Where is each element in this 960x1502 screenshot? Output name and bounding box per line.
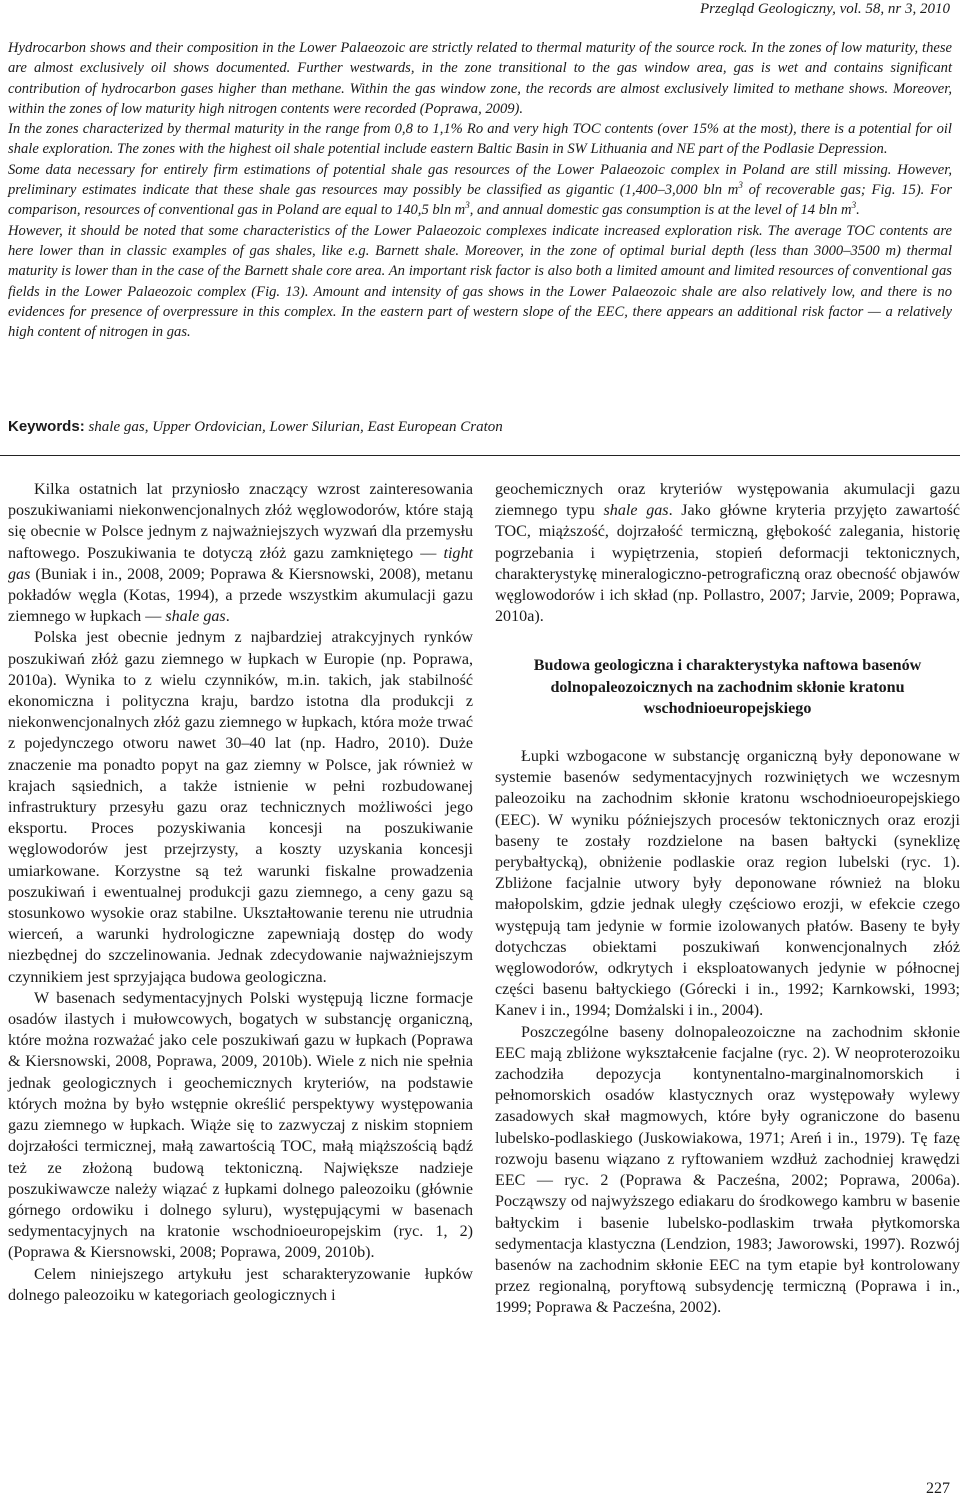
italic-term: shale gas	[603, 502, 669, 520]
abstract-text: .	[856, 202, 860, 219]
body-text: .	[225, 608, 230, 626]
italic-term: tight gas	[8, 544, 473, 583]
body-paragraph: W basenach sedymentacyjnych Polski występują liczne formacje osadów ilastych i mułowcowych, bogatych w substancję organiczną, które można rozważać jako cele poszukiwań gazu w łupkach (Poprawa & Kiersnowski, 2008, Poprawa, 2009, 2010b). Wiele z nich nie spełnia jednak geologicznych i geochemicznych kryteriów, na podstawie których można by było wstępnie określić perspektywy występowania gazu ziemnego w łupkach. Wiąże się to zazwyczaj z niskim stopniem dojrzałości termicznej, małą zawartością TOC, małą miąższością bądź też ze złożoną budową tektoniczną. Największe nadzieje poszukiwawcze należy wiązać z łupkami dolnego paleozoiku (głównie górnego ordowiku i dolnego syluru), występującymi w basenach sedymentacyjnych na kratonie wschodnioeuropejskim (ryc. 1, 2) (Poprawa & Kiersnowski, 2008; Poprawa, 2009, 2010b).	[8, 989, 473, 1262]
abstract-paragraph: However, it should be noted that some characteristics of the Lower Palaeozoic complexes indicate increased exploration risk. The average TOC contents are here lower than in classic examples of gas shales, like e.g. Barnett shale. Moreover, in the zone of optimal burial depth (less than 3000–3500 m) thermal maturity is lower than in the case of the Barnett shale core area. An important risk factor is also both a limited amount and limited resources of conventional gas fields in the Lower Palaeozoic complex (Fig. 13). Amount and intensity of gas shows in the Lower Palaeozoic shale are also relatively low, and there is no evidences for presence of overpressure in this complex. In the eastern part of western slope of the EEC, there appears an additional risk factor — a relatively high content of nitrogen in gas.	[8, 222, 952, 341]
body-paragraph: Polska jest obecnie jednym z najbardziej atrakcyjnych rynków poszukiwań złóż gazu ziemnego w łupkach w Europie (np. Poprawa, 2010a). Wynika to z wielu czynników, m.in. takich, jak stabilność ekonomiczna i polityczna kraju, bardzo istotna dla produkcji z niekonwencjonalnych złóż gazu ziemnego w łupkach, która może trwać z pojedynczego otworu nawet 30–40 lat (np. Hadro, 2010). Duże znaczenie ma ponadto popyt na gaz ziemny w Polsce, jak również w krajach sąsiednich, a także istnienie w pełni rozbudowanej infrastruktury przesyłu gazu oraz technicznych możliwości jego eksportu. Proces pozyskiwania koncesji na poszukiwanie węglowodorów jest przejrzysty, a koszty uzyskania koncesji umiarkowane. Korzystne są też warunki fiskalne prowadzenia poszukiwań i ewentualnej produkcji gazu ziemnego, a ceny gazu są stosunkowo wysokie oraz stabilne. Ukształtowanie terenu nie utrudnia wierceń, a warunki hydrologiczne zapewniają dostęp do wody niezbędnej do szczelinowania. Jednak zdecydowanie najważniejszym czynnikiem jest sprzyjająca budowa geologiczna.	[8, 629, 473, 986]
body-text: (Buniak i in., 2008, 2009; Poprawa & Kiersnowski, 2008), metanu pokładów węgla (Kotas, 1994), a przede wszystkim akumulacji gazu ziemnego w łupkach —	[8, 565, 473, 626]
body-paragraph: Poszczególne baseny dolnopaleozoiczne na zachodnim skłonie EEC mają zbliżone wykształcenie facjalne (ryc. 2). W neoproterozoiku zachodziła depozycja kontynentalno-marginalnomorskich i pełnomorskich osadów klastycznych oraz występowały wylewy zasadowych skał magmowych, które były ograniczone do basenu lubelsko-podlaskiego (Juskowiakowa, 1971; Areń i in., 1979). Tę fazę rozwoju basenu wiązano z ryftowaniem wzdłuż zachodniej krawędzi EEC — ryc. 2 (Poprawa & Pacześna, 2002; Poprawa, 2006a). Począwszy od najwyższego ediakaru do środkowego kambru w basenie bałtyckim i basenie lubelsko-podlaskim trwała płytkomorska sedymentacja klastyczna (Lendzion, 1983; Jaworowski, 1997). Rozwój basenów na zachodnim skłonie EEC na tym etapie był kontrolowany przez regionalną, poryftową subsydencję termiczną (Poprawa i in., 1999; Poprawa & Pacześna, 2002).	[495, 1023, 960, 1317]
right-column	[495, 479, 960, 1319]
superscript: 3	[465, 200, 470, 211]
keywords-line	[8, 417, 952, 437]
body-paragraph: Łupki wzbogacone w substancję organiczną były deponowane w systemie basenów sedymentacyjnych rozwiniętych we wczesnym paleozoiku na zachodnim skłonie kratonu wschodnioeuropejskiego (EEC). W wyniku późniejszych procesów tektonicznych oraz erozji baseny te zostały rozdzielone na basen bałtycki (syneklizę perybałtycką), obniżenie podlaskie oraz region lubelski (ryc. 1). Zbliżone facjalnie utwory były deponowane również na bloku małopolskim, gdzie jednak uległy częściowo erozji, w efekcie czego występują tam jedynie w formie izolowanych płatów. Baseny te były dotychczas obiektami poszukiwań konwencjonalnych złóż węglowodorów, odkrytych i eksploatowanych jedynie w północnej części basenu bałtyckiego (Górecki i in., 1992; Karnkowski, 1993; Kanev i in., 1994; Domżalski i in., 2004).	[495, 748, 960, 1020]
keywords-text: shale gas, Upper Ordovician, Lower Silurian, East European Craton	[84, 419, 503, 435]
abstract-paragraph: In the zones characterized by thermal maturity in the range from 0,8 to 1,1% Ro and very high TOC contents (over 15% at the most), there is a potential for oil shale exploration. The zones with the highest oil shale potential include eastern Baltic Basin in SW Lithuania and NE part of the Podlasie Depression.	[8, 121, 952, 158]
keywords-label: Keywords:	[8, 418, 85, 435]
superscript: 3	[738, 180, 743, 191]
abstract-paragraph	[8, 160, 952, 221]
body-paragraph	[8, 479, 473, 627]
body-text: . Jako główne kryteria przyjęto zawartość TOC, miąższość, dojrzałość termiczną, głębokość zalegania, historię pogrzebania i wypiętrzenia, stopień deformacji tektonicznych, charakterystykę mineralogiczno-petrograficzną oraz obecność objawów węglowodorów i ich skład (np. Pollastro, 2007; Jarvie, 2009; Poprawa, 2010a).	[495, 502, 960, 626]
page-number: 227	[926, 1480, 950, 1497]
italic-term: shale gas	[165, 608, 226, 626]
abstract-text: Some data necessary for entirely firm estimations of potential shale gas resources of the Lower Palaeozoic complex in Poland are still missing. However, preliminary estimates indicate that these shale gas resources may possibly be classified as gigantic (1,400–3,000 bln m	[8, 161, 952, 199]
section-divider	[0, 455, 960, 456]
left-column	[8, 479, 473, 1306]
abstract-paragraph: Hydrocarbon shows and their composition in the Lower Palaeozoic are strictly related to thermal maturity of the source rock. In the zones of low maturity, these are almost exclusively oil shows documented. Further westwards, in the zone transitional to the gas window area, gas is wet and contains significant contribution of hydrocarbon gases higher than methane. Within the gas window zone, the records are almost exclusively limited to methane shows. Moreover, within the zones of low maturity high nitrogen contents were recorded (Poprawa, 2009).	[8, 40, 952, 117]
body-paragraph	[495, 479, 960, 627]
superscript: 3	[851, 200, 857, 211]
body-paragraph: Celem niniejszego artykułu jest scharakteryzowanie łupków dolnego paleozoiku w kategoriach geologicznych i	[8, 1265, 473, 1304]
english-abstract	[8, 38, 952, 342]
abstract-text: , and annual domestic gas consumption is at the level of 14 bln m	[469, 202, 852, 219]
section-heading: Budowa geologiczna i charakterystyka naftowa basenów dolnopaleozoicznych na zachodnim skłonie kratonu wschodnioeuropejskiego	[533, 657, 922, 717]
abstract-text: of recoverable gas; Fig. 15). For comparison, resources of conventional gas in Poland are equal to 140,5 bln m	[8, 182, 952, 219]
journal-header: Przegląd Geologiczny, vol. 58, nr 3, 2010	[700, 1, 950, 17]
body-text: Kilka ostatnich lat przyniosło znaczący wzrost zainteresowania poszukiwaniami niekonwencjonalnych złóż węglowodorów, które stają się obecnie w Polsce jednym z najważniejszych wyzwań dla przemysłu naftowego. Poszukiwania te dotyczą złóż gazu zamkniętego —	[8, 481, 473, 562]
body-text: geochemicznych oraz kryteriów występowania akumulacji gazu ziemnego typu	[495, 481, 960, 520]
